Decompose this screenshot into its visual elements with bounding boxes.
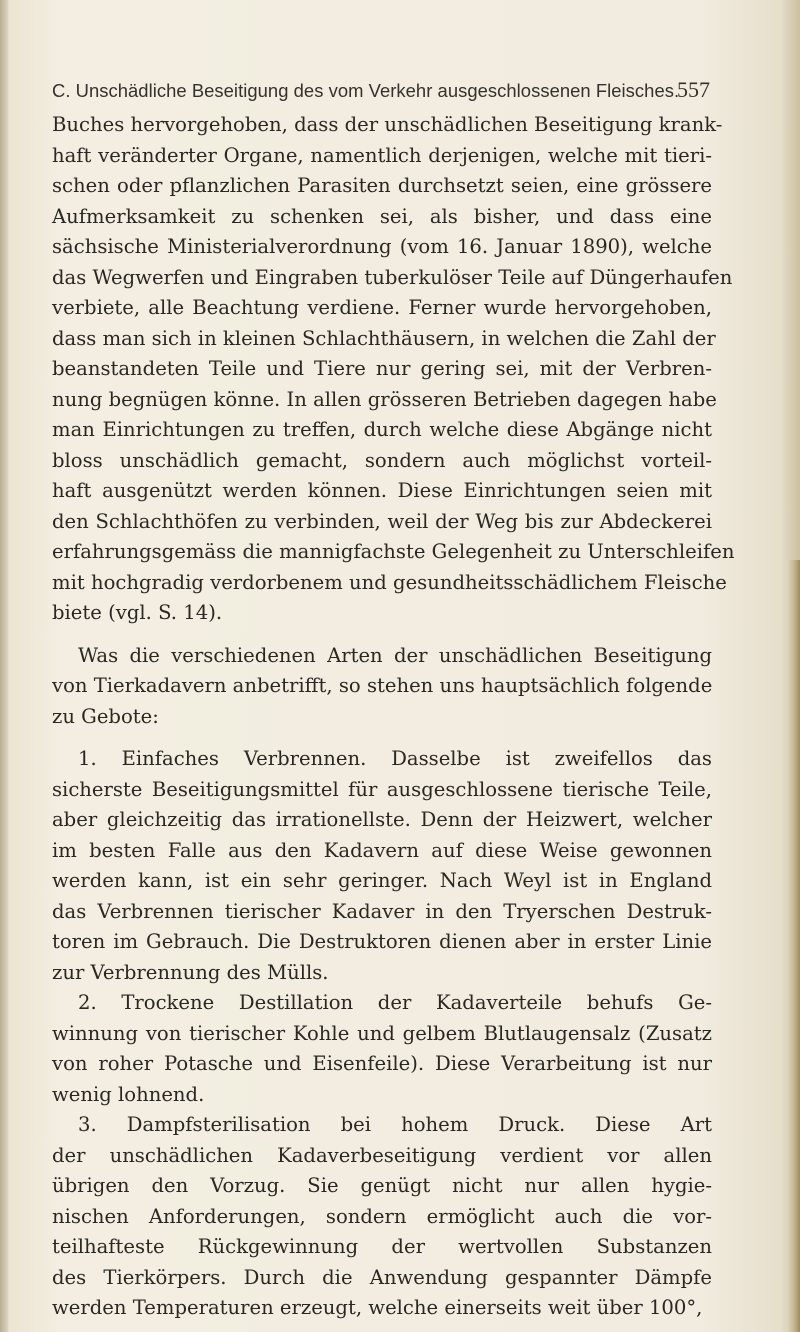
text-line: zu Gebote: [52,704,159,728]
text-line: 3. Dampfsterilisation bei hohem Druck. Diese Art [78,1113,712,1136]
text-line: verbiete, alle Beachtung verdiene. Ferner wurde hervorgehoben, [52,296,712,319]
text-line: werden kann, ist ein sehr geringer. Nach Weyl ist in England [52,869,712,892]
text-line: den Schlachthöfen zu verbinden, weil der Weg bis zur Abdeckerei [52,509,712,533]
text-line: sächsische Ministerialverordnung (vom 16. Januar 1890), welche [52,235,712,258]
text-line: das Verbrennen tierischer Kadaver in den Tryerschen Destruk- [52,899,712,923]
text-line: aber gleichzeitig das irrationellste. Denn der Heizwert, welcher [52,808,712,831]
text-line: erfahrungsgemäss die mannigfachste Gelegenheit zu Unterschleifen [52,540,735,563]
text-line: Buches hervorgehoben, dass der unschädlichen Beseitigung krank- [52,113,723,136]
text-line: biete (vgl. S. 14). [52,601,223,624]
text-line: 1. Einfaches Verbrennen. Dasselbe ist zweifellos das [78,747,712,770]
page-header [52,74,712,106]
text-line: sicherste Beseitigungsmittel für ausgeschlossene tierische Teile, [52,777,712,801]
page-body [52,110,735,1324]
text-line: von roher Potasche und Eisenfeile). Diese Verarbeitung ist nur [52,1052,712,1075]
text-line: Aufmerksamkeit zu schenken sei, als bisher, und dass eine [52,204,712,228]
page-number: 557 [677,77,710,102]
text-line: teilhafteste Rückgewinnung der wertvollen Substanzen [52,1235,712,1258]
text-line: man Einrichtungen zu treffen, durch welche diese Abgänge nicht [52,418,712,441]
text-line: des Tierkörpers. Durch die Anwendung gespannter Dämpfe [52,1265,712,1289]
text-line: nischen Anforderungen, sondern ermöglicht auch die vor- [52,1204,712,1228]
paragraph [52,110,735,629]
paragraph [52,641,712,733]
text-line: von Tierkadavern anbetrifft, so stehen uns hauptsächlich folgende [52,674,713,697]
text-line: zur Verbrennung des Mülls. [52,960,329,984]
text-line: dass man sich in kleinen Schlachthäusern, in welchen die Zahl der [52,326,716,350]
text-line: werden Temperaturen erzeugt, welche einerseits weit über 100°, [52,1296,703,1319]
text-line: mit hochgradig verdorbenem und gesundheitsschädlichem Fleische [52,570,727,594]
text-line: übrigen den Vorzug. Sie genügt nicht nur allen hygie- [52,1174,712,1197]
text-line: toren im Gebrauch. Die Destruktoren dienen aber in erster Linie [52,930,712,953]
text-line: beanstandeten Teile und Tiere nur gering sei, mit der Verbren- [52,357,712,380]
text-line: das Wegwerfen und Eingraben tuberkulöser Teile auf Düngerhaufen [52,265,733,289]
text-line: wenig lohnend. [52,1082,205,1106]
text-line: winnung von tierischer Kohle und gelbem Blutlaugensalz (Zusatz [52,1021,712,1045]
text-line: haft ausgenützt werden können. Diese Einrichtungen seien mit [52,479,712,502]
page-fore-edge [786,560,800,1332]
running-head: C. Unschädliche Beseitigung des vom Verkehr ausgeschlossenen Fleisches. [52,80,680,101]
text-line: Was die verschiedenen Arten der unschädlichen Beseitigung [78,643,712,667]
text-line: haft veränderter Organe, namentlich derjenigen, welche mit tieri- [52,143,712,167]
text-line: 2. Trockene Destillation der Kadaverteile behufs Ge- [78,991,712,1014]
text-line: im besten Falle aus den Kadavern auf diese Weise gewonnen [52,838,712,862]
text-line: bloss unschädlich gemacht, sondern auch möglichst vorteil- [52,448,712,472]
text-line: schen oder pflanzlichen Parasiten durchsetzt seien, eine grössere [52,174,712,197]
text-line: der unschädlichen Kadaverbeseitigung verdient vor allen [52,1143,712,1167]
paragraph [52,1110,712,1324]
paragraph [52,744,712,988]
text-line: nung begnügen könne. In allen grösseren Betrieben dagegen habe [52,387,717,411]
paragraph [52,988,712,1110]
page-binding-edge [0,0,8,1332]
